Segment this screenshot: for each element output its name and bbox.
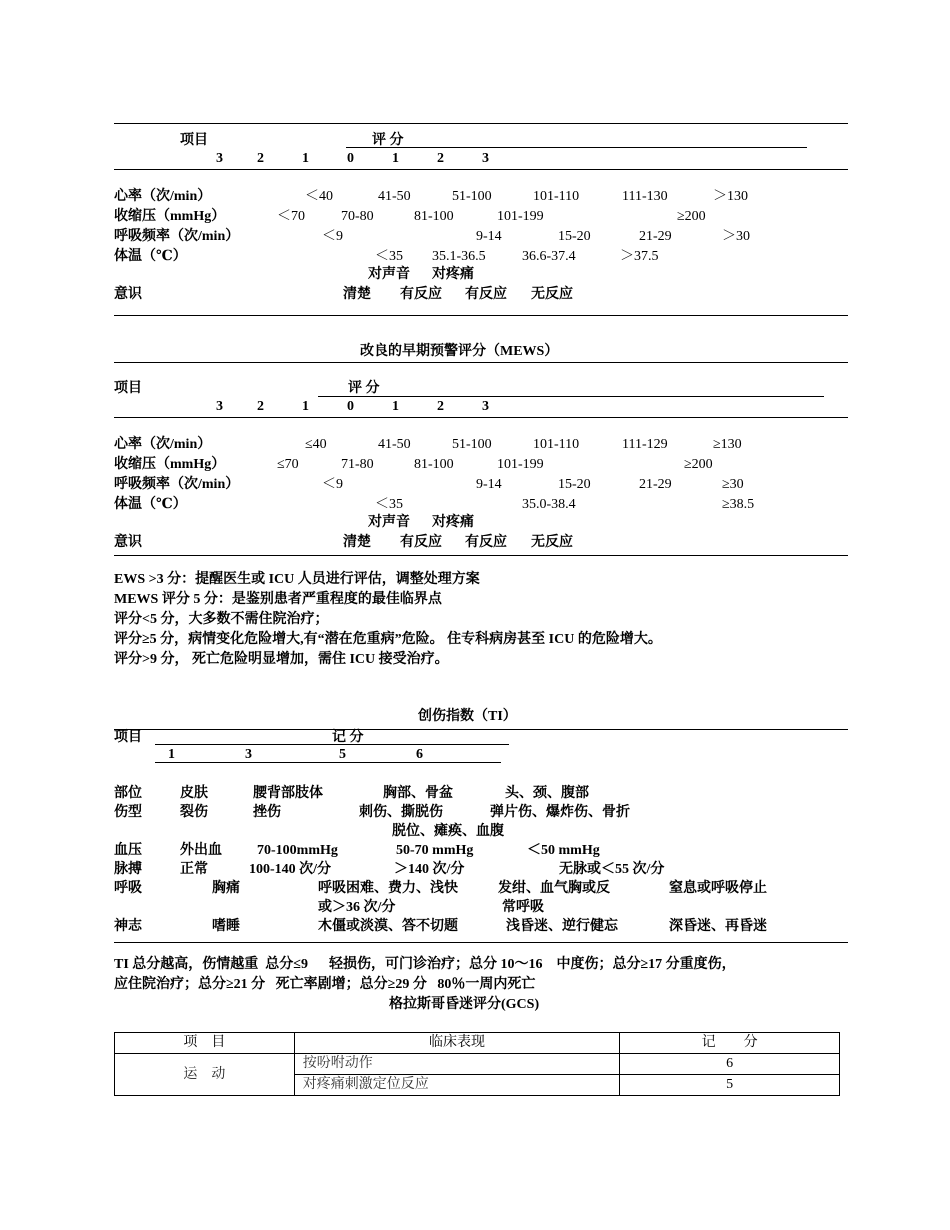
cell: ≥200 [684,457,713,472]
gcs-table [114,1032,840,1096]
row-label: 血压 [114,843,142,858]
row-label: 体温（℃） [114,249,187,264]
ti-scale-value: 3 [245,747,252,762]
cell: 9-14 [476,229,502,244]
cell: 头、颈、腹部 [505,786,589,801]
cell-upper: 对声音 [368,267,410,282]
mews-scale-value: 1 [392,399,399,414]
mews-scale-value: 3 [482,399,489,414]
cell: 101-110 [533,189,580,204]
cell: 无反应 [531,535,573,550]
cell-continued: 脱位、瘫痪、血腹 [392,824,504,839]
gcs-desc: 对疼痛刺激定位反应 [294,1075,620,1096]
cell: ＜9 [322,477,343,492]
cell: ≥130 [713,437,742,452]
cell: 21-29 [639,477,672,492]
cell: ≤70 [277,457,299,472]
cell: 有反应 [465,535,507,550]
gcs-group-motor: 运 动 [115,1054,295,1096]
note-line: MEWS 评分 5 分：是鉴别患者严重程度的最佳临界点 [114,592,442,607]
ews-scale-value: 3 [482,151,489,166]
cell: 111-130 [622,189,668,204]
cell: ≥38.5 [722,497,755,512]
cell: 36.6-37.4 [522,249,576,264]
cell: ＞130 [713,189,748,204]
gcs-title: 格拉斯哥昏迷评分(GCS) [389,997,540,1012]
ti-summary-line: 应住院治疗；总分≥21 分 死亡率剧增；总分≥29 分 80％一周内死亡 [114,977,536,992]
cell: 深昏迷、再昏迷 [669,919,767,934]
mews-item-header: 项目 [114,381,142,396]
cell: 70-100mmHg [257,843,338,858]
gcs-desc: 按吩咐动作 [294,1054,620,1075]
mews-scale-value: 2 [257,399,264,414]
cell: 101-110 [533,437,580,452]
ews-scale-value: 1 [392,151,399,166]
cell-continued: 或＞36 次/分 [318,900,396,915]
row-label: 伤型 [114,805,142,820]
cell: ＜35 [375,249,403,264]
row-label: 脉搏 [114,862,142,877]
mews-title: 改良的早期预警评分（MEWS） [360,344,559,359]
cell: 71-80 [341,457,374,472]
cell-upper: 对声音 [368,515,410,530]
ews-item-header: 项目 [180,133,208,148]
cell: ＜40 [305,189,333,204]
ews-scale-value: 0 [347,151,354,166]
cell: ＜35 [375,497,403,512]
row-label: 收缩压（mmHg） [114,209,226,224]
cell: 41-50 [378,189,411,204]
cell: 皮肤 [180,786,208,801]
gcs-header-manifestation: 临床表现 [294,1033,620,1054]
cell: 有反应 [400,535,442,550]
ews-scale-value: 2 [437,151,444,166]
cell: 111-129 [622,437,668,452]
ti-item-header: 项目 [114,730,142,745]
cell: 9-14 [476,477,502,492]
cell: ≥30 [722,477,744,492]
cell: ＞140 次/分 [394,862,465,877]
cell: 嗜睡 [212,919,240,934]
row-label: 体温（℃） [114,497,187,512]
cell: ＞37.5 [620,249,659,264]
cell: 81-100 [414,457,454,472]
mews-scale-value: 2 [437,399,444,414]
cell: 50-70 mmHg [396,843,474,858]
ti-bottom-rule [114,942,848,943]
gcs-score: 6 [620,1054,840,1075]
cell: 81-100 [414,209,454,224]
cell-upper: 对疼痛 [432,515,474,530]
ti-score-header: 记 分 [332,730,364,745]
cell: 15-20 [558,477,591,492]
cell: 裂伤 [180,805,208,820]
cell: 清楚 [343,287,371,302]
cell: ＜70 [277,209,305,224]
cell: 发绀、血气胸或反 [498,881,610,896]
cell: 101-199 [497,209,544,224]
cell: ＜9 [322,229,343,244]
mews-scale-value: 0 [347,399,354,414]
cell: 正常 [180,862,208,877]
cell: 无反应 [531,287,573,302]
row-label: 部位 [114,786,142,801]
row-label: 意识 [114,535,142,550]
cell: 有反应 [400,287,442,302]
ti-summary-line: TI 总分越高，伤情越重 总分≤9 轻损伤，可门诊治疗；总分 10～16 中度伤；总分≥17 分重度伤， [114,957,736,972]
row-label: 心率（次/min） [114,189,212,204]
cell: 呼吸困难、费力、浅快 [318,881,458,896]
cell: 弹片伤、爆炸伤、骨折 [490,805,630,820]
cell: ＜50 mmHg [527,843,600,858]
cell: 胸痛 [212,881,240,896]
note-line: 评分>9 分， 死亡危险明显增加，需住 ICU 接受治疗。 [114,652,449,667]
ti-title: 创伤指数（TI） [418,709,517,724]
note-line: 评分<5 分，大多数不需住院治疗； [114,612,329,627]
cell: 清楚 [343,535,371,550]
mews-bottom-rule [114,555,848,556]
cell: 挫伤 [253,805,281,820]
cell: ≥200 [677,209,706,224]
ews-scale-value: 1 [302,151,309,166]
ti-score-underline [155,744,509,745]
row-label: 收缩压（mmHg） [114,457,226,472]
cell: 100-140 次/分 [249,862,332,877]
ti-scale-value: 1 [168,747,175,762]
mews-score-header: 评 分 [348,381,380,396]
row-label: 呼吸频率（次/min） [114,229,240,244]
table-row [115,1054,840,1075]
ews-bottom-rule [114,315,848,316]
ti-scale-underline [155,762,501,763]
note-line: 评分≥5 分，病情变化危险增大,有“潜在危重病”危险。 住专科病房甚至 ICU 的危险增大。 [114,632,662,647]
cell: 70-80 [341,209,374,224]
cell: 刺伤、撕脱伤 [359,805,443,820]
row-label: 心率（次/min） [114,437,212,452]
cell: ≤40 [305,437,327,452]
mews-scale-value: 1 [302,399,309,414]
gcs-header-item: 项 目 [115,1033,295,1054]
cell: 外出血 [180,843,222,858]
cell: 41-50 [378,437,411,452]
ews-scale-value: 2 [257,151,264,166]
note-line: EWS >3 分：提醒医生或 ICU 人员进行评估，调整处理方案 [114,572,480,587]
cell: 35.0-38.4 [522,497,576,512]
cell: 21-29 [639,229,672,244]
cell: 胸部、骨盆 [383,786,453,801]
cell: 15-20 [558,229,591,244]
ti-top-rule [114,729,848,730]
mews-scale-value: 3 [216,399,223,414]
row-label: 呼吸 [114,881,142,896]
cell-upper: 对疼痛 [432,267,474,282]
cell: 101-199 [497,457,544,472]
gcs-header-row [115,1033,840,1054]
cell: 有反应 [465,287,507,302]
row-label: 意识 [114,287,142,302]
mews-top-rule [114,362,848,363]
row-label: 神志 [114,919,142,934]
cell: 51-100 [452,189,492,204]
cell: 无脉或＜55 次/分 [559,862,665,877]
ti-scale-value: 6 [416,747,423,762]
ews-score-header: 评 分 [372,133,404,148]
cell: 浅昏迷、逆行健忘 [506,919,618,934]
cell: 51-100 [452,437,492,452]
ews-top-rule [114,123,848,124]
cell: 腰背部肢体 [253,786,323,801]
mews-score-underline [318,396,824,397]
cell-continued: 常呼吸 [502,900,544,915]
ews-score-underline [346,147,807,148]
mews-header-rule [114,417,848,418]
gcs-header-score: 记 分 [620,1033,840,1054]
ews-scale-value: 3 [216,151,223,166]
row-label: 呼吸频率（次/min） [114,477,240,492]
ews-header-rule [114,169,848,170]
cell: 木僵或淡漠、答不切题 [318,919,458,934]
gcs-score: 5 [620,1075,840,1096]
ti-scale-value: 5 [339,747,346,762]
cell: 窒息或呼吸停止 [669,881,767,896]
cell: 35.1-36.5 [432,249,486,264]
cell: ＞30 [722,229,750,244]
